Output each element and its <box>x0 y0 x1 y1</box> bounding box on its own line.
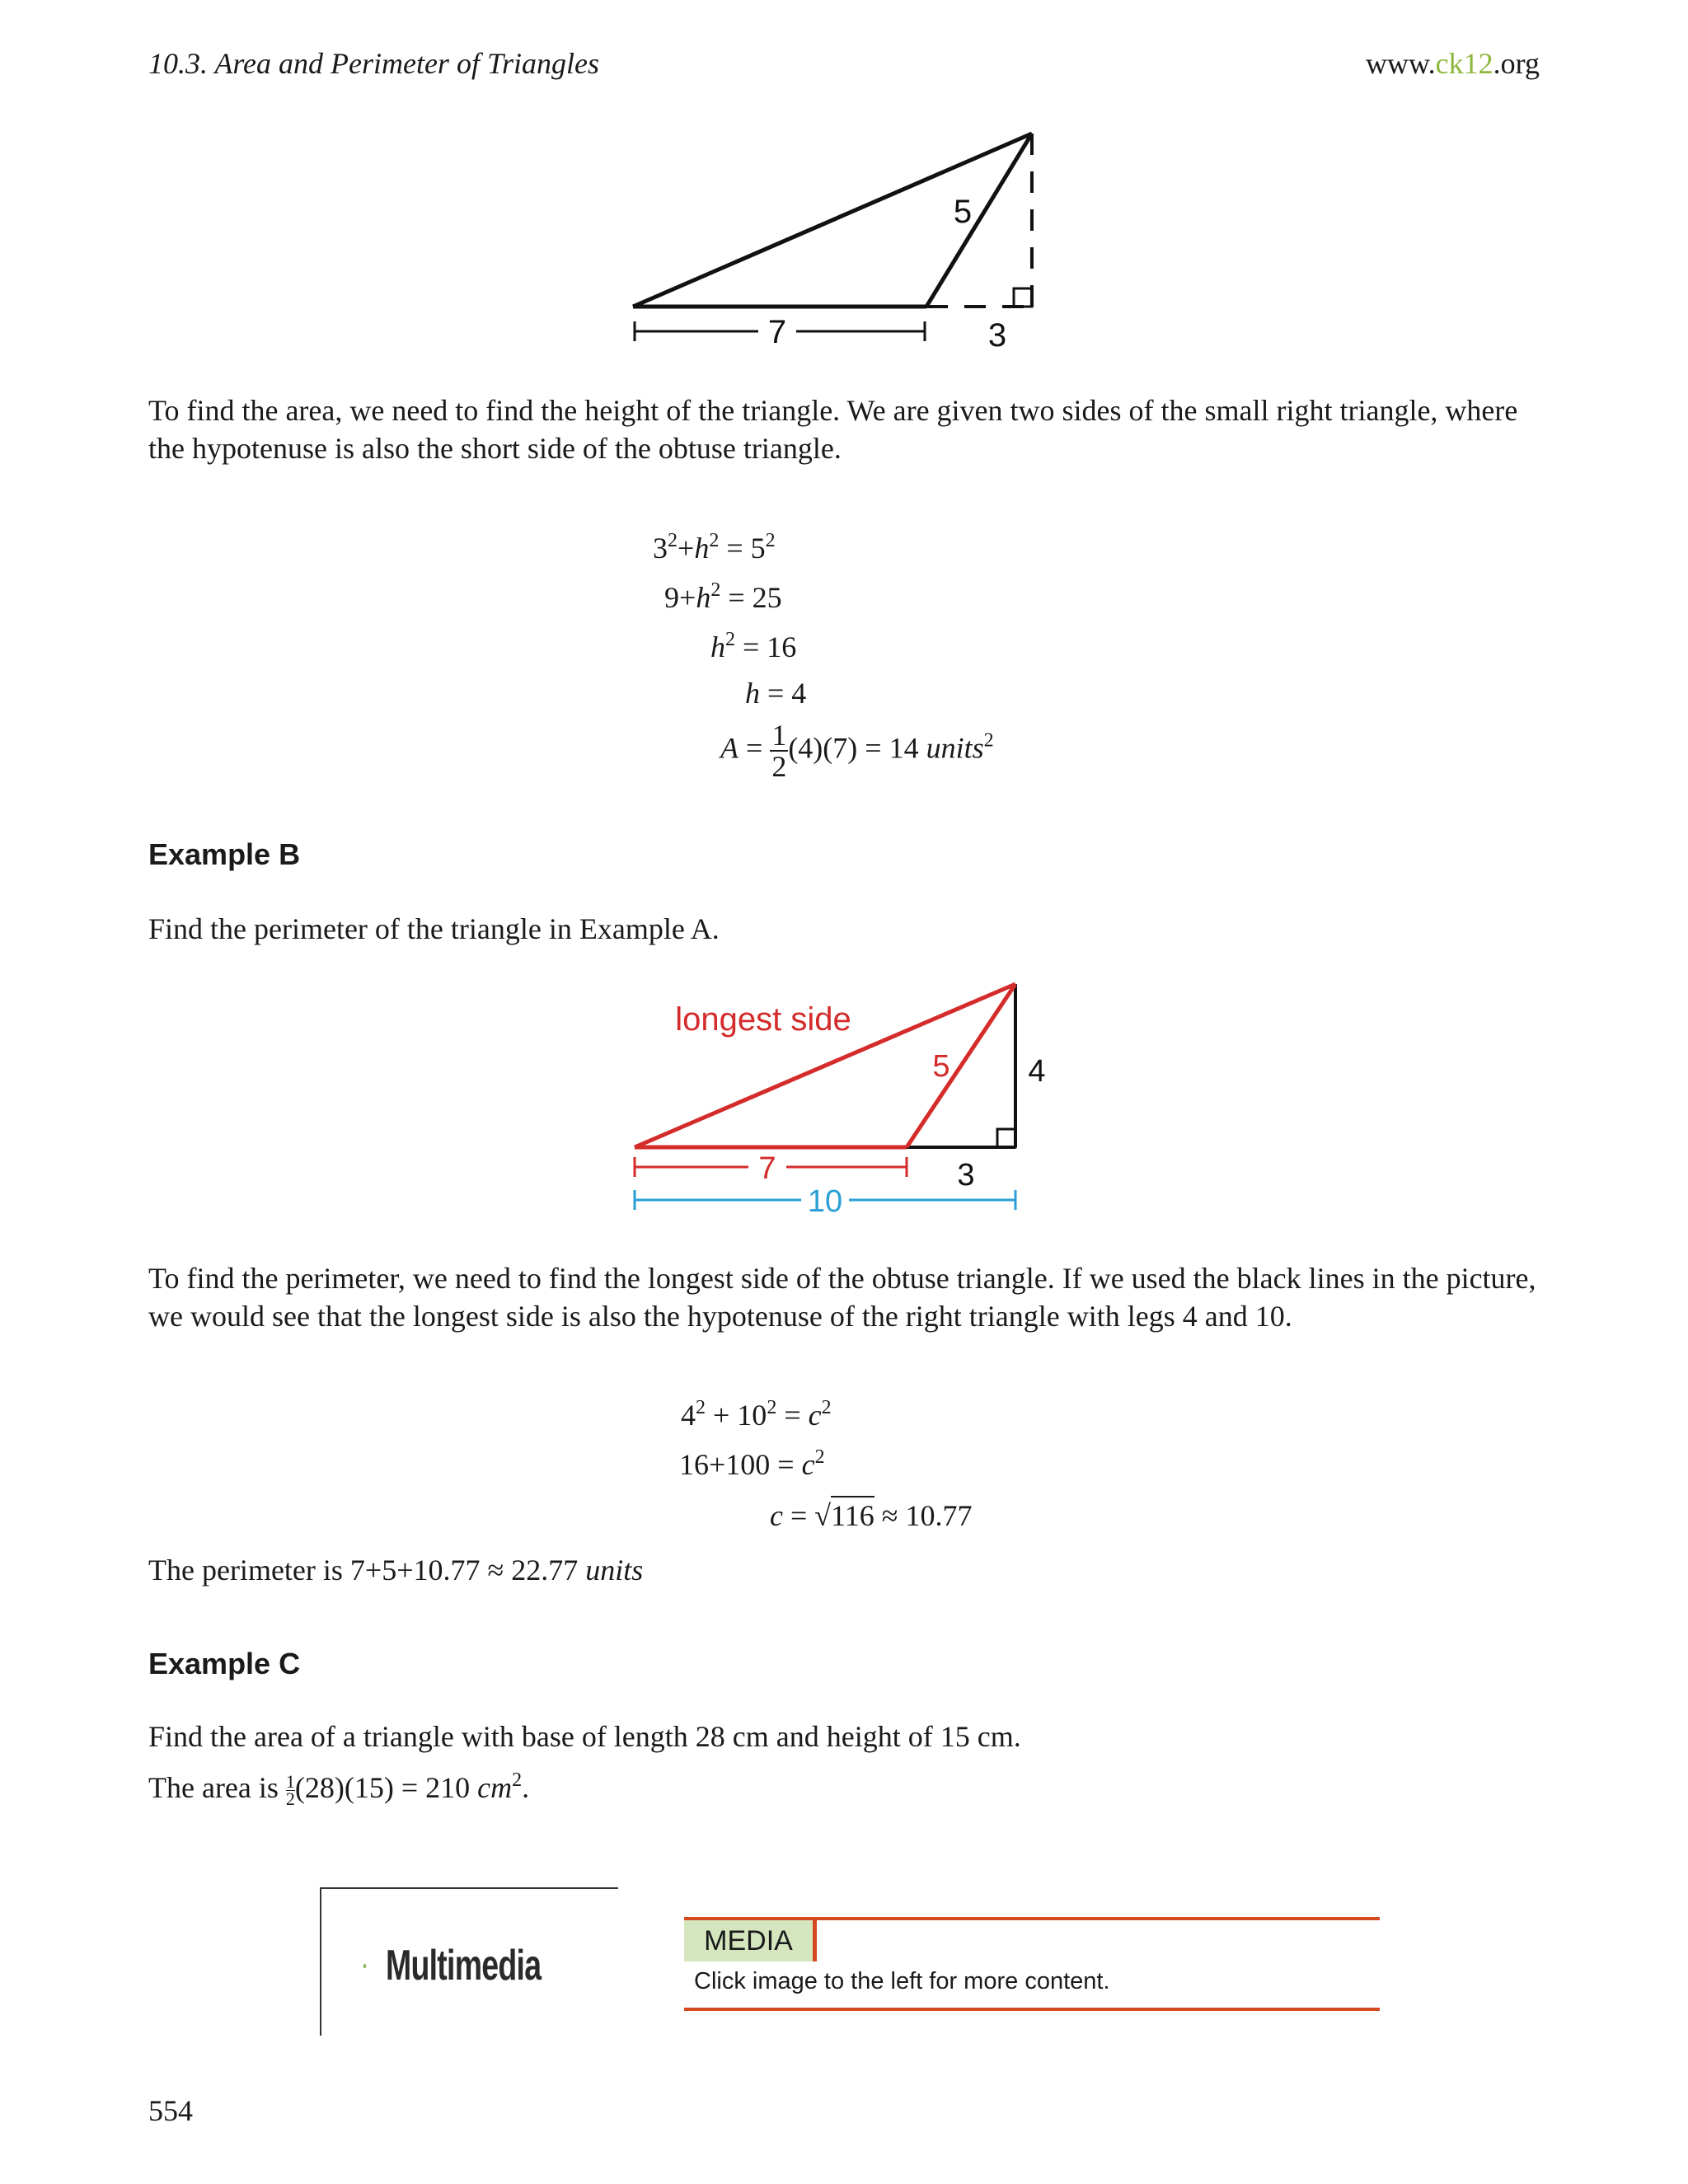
puzzle-piece-icon <box>363 1935 368 1996</box>
running-header-section: 10.3. Area and Perimeter of Triangles <box>148 47 599 80</box>
equation-line-4: h = 4 <box>745 677 807 710</box>
media-label: MEDIA <box>684 1920 817 1961</box>
equation2-line-3: c = √116 ≈ 10.77 <box>770 1498 973 1533</box>
fraction-one-half-small: $\frac{1}{2}$ <box>285 1771 295 1810</box>
equation-line-1: $3^2+h^2 = 5^2$ <box>653 530 776 565</box>
equation-line-3: $h^2 = 16$ <box>710 629 797 663</box>
label-base: 7 <box>767 314 787 350</box>
fraction-one-half: $\frac{1}{2}$ <box>771 719 787 783</box>
heading-example-b: Example B <box>148 837 301 871</box>
brand-name: ck12 <box>1435 47 1493 80</box>
heading-example-c: Example C <box>148 1647 301 1680</box>
short-side <box>926 134 1032 307</box>
triangle-outline <box>633 134 1032 307</box>
paragraph-perimeter-explanation: To find the perimeter, we need to find the longest side of the obtuse triangle. If we used the black lines in the picture, we would see that the longest side is also the hypotenuse of the right triangle with legs 4 and 10. <box>148 1262 1536 1333</box>
triangle-figure-area <box>610 124 1055 363</box>
label-extension: 3 <box>987 317 1007 354</box>
example-c-prompt: Find the area of a triangle with base of length 28 cm and height of 15 cm. <box>148 1720 1021 1753</box>
long-side <box>633 134 1032 307</box>
label-side: 5 <box>932 1049 950 1084</box>
label-extension: 3 <box>957 1158 975 1193</box>
running-header-site[interactable]: www.ck12.org <box>1366 47 1540 80</box>
equation2-line-2: $16+100 = c^2$ <box>679 1446 825 1481</box>
media-rule-bottom <box>684 2008 1380 2011</box>
equation-line-5: A = $\frac{1}{2}$ (4)(7) = 14 units$^2$ <box>720 719 994 783</box>
label-height: 4 <box>1028 1054 1046 1089</box>
multimedia-logo-text: Multimedia <box>386 1942 542 1990</box>
page-number: 554 <box>148 2094 193 2127</box>
multimedia-link[interactable] <box>363 1933 602 1999</box>
square-root-radicand: 116 <box>831 1496 874 1532</box>
label-base: 7 <box>758 1151 776 1186</box>
perimeter-result: The perimeter is 7+5+10.77 ≈ 22.77 units <box>148 1554 644 1586</box>
paragraph-area-explanation: To find the area, we need to find the height of the triangle. We are given two sides of the small right triangle, where the hypotenuse is also the short side of the obtuse triangle. <box>148 394 1518 465</box>
triangle-figure-perimeter <box>610 956 1055 1228</box>
equation-line-2: $9+h^2 = 25$ <box>664 579 782 614</box>
label-side: 5 <box>953 194 973 230</box>
label-longest-side: longest side <box>675 1001 851 1038</box>
example-b-prompt: Find the perimeter of the triangle in Example A. <box>148 912 720 945</box>
right-angle-marker <box>997 1129 1015 1147</box>
equation2-line-1: $4^2 + 10^2 = c^2$ <box>681 1397 832 1432</box>
media-caption: Click image to the left for more content. <box>694 1968 1110 1994</box>
right-angle-marker <box>1014 288 1032 307</box>
label-total: 10 <box>807 1184 843 1219</box>
example-c-answer: The area is $\frac{1}{2}$ (28)(15) = 210 $cm^2$. <box>148 1769 530 1810</box>
